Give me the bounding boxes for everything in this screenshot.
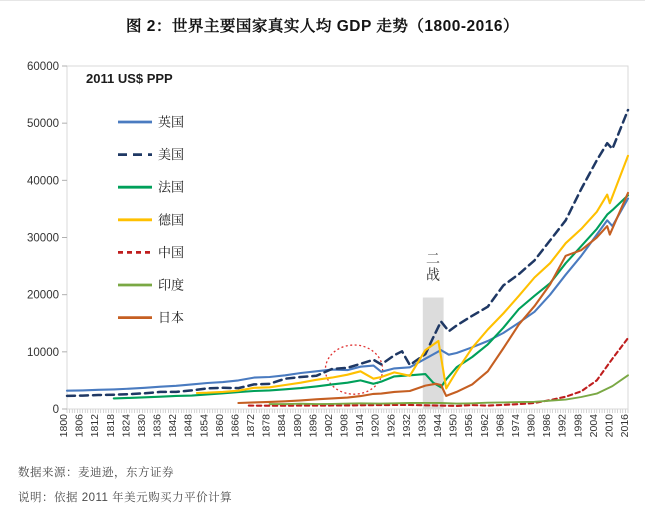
x-tick-label: 1872 [245, 414, 257, 438]
x-tick-label: 1980 [525, 414, 538, 438]
x-tick-label: 1842 [167, 414, 180, 438]
y-tick-label: 60000 [27, 61, 59, 73]
x-tick-label: 1800 [58, 414, 70, 438]
x-tick-label: 1890 [291, 414, 304, 438]
x-tick-label: 1908 [338, 414, 351, 438]
series-line-france [114, 195, 628, 398]
y-tick-label: 0 [52, 404, 59, 416]
legend [118, 115, 184, 326]
x-tick-label: 1944 [432, 414, 444, 438]
x-tick-label: 1938 [416, 414, 429, 438]
x-tick-label: 1962 [478, 414, 491, 438]
figure-title: 图 2：世界主要国家真实人均 GDP 走势（1800-2016） [126, 18, 519, 35]
x-tick-label: 1830 [135, 414, 148, 438]
axis-unit-label: 2011 US$ PPP [86, 71, 173, 86]
y-tick-label: 20000 [27, 289, 59, 302]
x-tick-label: 1926 [385, 414, 398, 438]
y-tick-label: 50000 [27, 118, 59, 131]
legend-label-us: 美国 [158, 147, 185, 163]
data-source-note: 数据来源：麦迪逊，东方证券 [18, 467, 174, 479]
x-tick-label: 1854 [198, 414, 211, 438]
legend-label-china: 中国 [158, 244, 185, 260]
ww2-annotation-label: 二战 [425, 251, 441, 283]
y-axis-labels [27, 61, 67, 416]
x-tick-label: 1950 [447, 414, 460, 438]
x-tick-label: 1860 [213, 414, 226, 438]
x-tick-label: 1806 [73, 414, 86, 438]
x-tick-label: 2010 [603, 414, 616, 438]
x-tick-label: 1824 [120, 414, 133, 438]
calculation-note: 说明：依据 2011 年美元购买力平价计算 [18, 492, 233, 504]
legend-label-france: 法国 [158, 179, 185, 195]
x-tick-label: 2004 [587, 414, 600, 438]
x-tick-label: 1896 [307, 414, 320, 438]
series-line-us [67, 110, 628, 396]
x-tick-label: 1902 [322, 414, 335, 438]
legend-label-germany: 德国 [158, 212, 185, 228]
x-tick-label: 1914 [354, 414, 367, 438]
x-tick-label: 1836 [151, 414, 164, 438]
x-tick-label: 1986 [541, 414, 554, 438]
legend-label-india: 印度 [158, 277, 185, 293]
legend-label-uk: 英国 [158, 114, 185, 130]
y-tick-label: 30000 [27, 232, 59, 245]
x-axis-minor-ticks [67, 410, 628, 414]
plot-area-border [67, 66, 628, 409]
x-tick-label: 1848 [182, 414, 195, 438]
x-tick-label: 1956 [463, 414, 476, 438]
y-tick-label: 40000 [27, 175, 59, 188]
y-tick-label: 10000 [27, 346, 59, 359]
x-tick-label: 1998 [572, 414, 585, 438]
x-tick-label: 1920 [369, 414, 382, 438]
x-tick-label: 1974 [509, 414, 522, 438]
x-tick-label: 2016 [619, 414, 631, 438]
series-line-germany [197, 156, 628, 393]
x-tick-label: 1878 [260, 414, 273, 438]
x-tick-label: 1992 [556, 414, 569, 438]
x-tick-label: 1968 [494, 414, 507, 438]
x-tick-label: 1812 [89, 414, 102, 438]
x-tick-label: 1866 [229, 414, 242, 438]
x-tick-label: 1818 [104, 414, 117, 438]
x-tick-label: 1932 [400, 414, 413, 438]
legend-label-japan: 日本 [158, 310, 185, 326]
x-axis-labels [58, 414, 631, 438]
x-tick-label: 1884 [276, 414, 289, 438]
